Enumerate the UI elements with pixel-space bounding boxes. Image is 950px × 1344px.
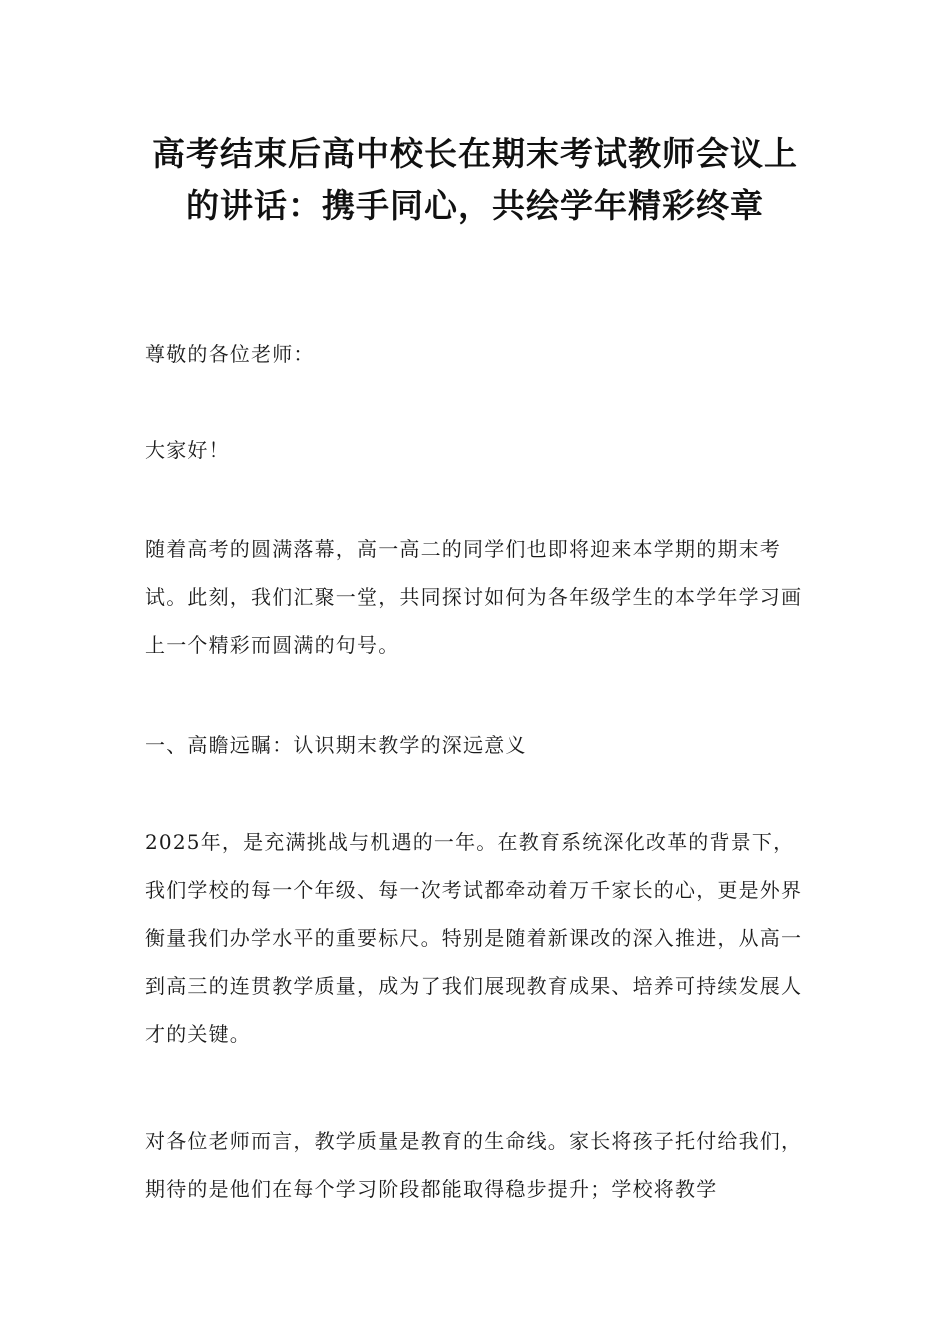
section-heading: 一、高瞻远瞩：认识期末教学的深远意义 bbox=[145, 733, 527, 757]
document-title: 高考结束后高中校长在期末考试教师会议上的讲话：携手同心，共绘学年精彩终章 bbox=[152, 134, 798, 225]
body-paragraph: 对各位老师而言，教学质量是教育的生命线。家长将孩子托付给我们，期待的是他们在每个学习阶段都能取得稳步提升；学校将教学 bbox=[145, 1129, 803, 1201]
greeting-paragraph: 大家好！ bbox=[145, 438, 230, 462]
intro-paragraph: 随着高考的圆满落幕，高一高二的同学们也即将迎来本学期的期末考试。此刻，我们汇聚一堂，共同探讨如何为各年级学生的本学年学习画上一个精彩而圆满的句号。 bbox=[145, 537, 803, 657]
body-paragraph: 2025年，是充满挑战与机遇的一年。在教育系统深化改革的背景下，我们学校的每一个年级、每一次考试都牵动着万千家长的心，更是外界衡量我们办学水平的重要标尺。特别是随着新课改的深入推进，从高一到高三的连贯教学质量，成为了我们展现教育成果、培养可持续发展人才的关键。 bbox=[145, 830, 803, 1046]
salutation-paragraph: 尊敬的各位老师： bbox=[145, 342, 315, 366]
